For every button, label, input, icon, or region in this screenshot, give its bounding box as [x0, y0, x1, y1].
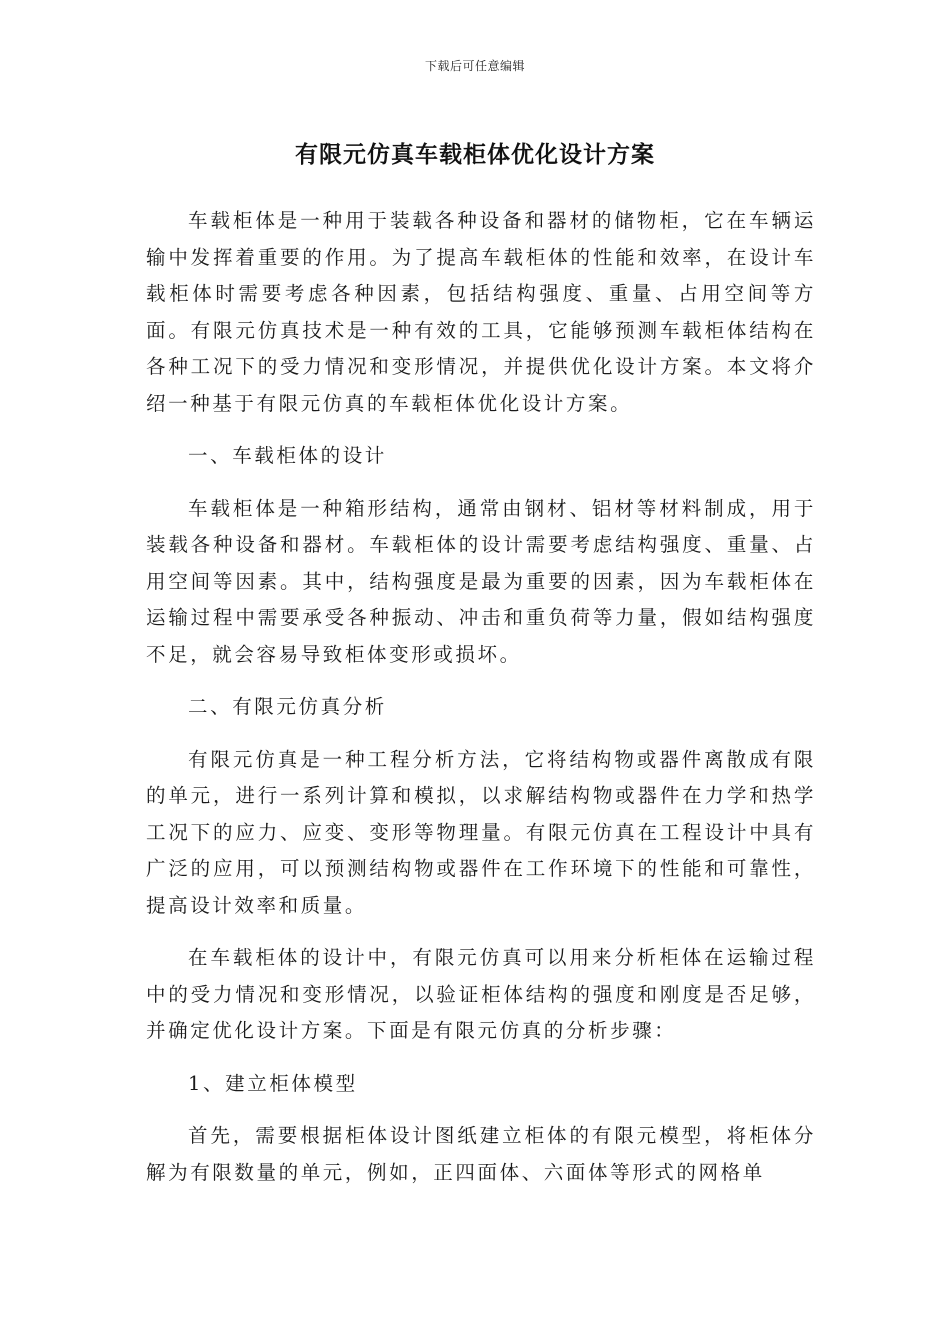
- paragraph-design: 车载柜体是一种箱形结构，通常由钢材、铝材等材料制成，用于装载各种设备和器材。车载柜体的设计需要考虑结构强度、重量、占用空间等因素。其中，结构强度是最为重要的因素，因为车载柜体在运输过程中需要承受各种振动、冲击和重负荷等力量，假如结构强度不足，就会容易导致柜体变形或损坏。: [146, 496, 816, 666]
- header-note: 下载后可任意编辑: [424, 59, 525, 73]
- paragraph-fea-intro: 有限元仿真是一种工程分析方法，它将结构物或器件离散成有限的单元，进行一系列计算和模拟，以求解结构物或器件在力学和热学工况下的应力、应变、变形等物理量。有限元仿真在工程设计中具有广泛的应用，可以预测结构物或器件在工作环境下的性能和可靠性，提高设计效率和质量。: [146, 747, 816, 917]
- page-title: 有限元仿真车载柜体优化设计方案: [295, 142, 655, 168]
- section-heading-1: 一、车载柜体的设计: [188, 444, 387, 467]
- document-body: [146, 203, 816, 1191]
- paragraph-intro: 车载柜体是一种用于装载各种设备和器材的储物柜，它在车辆运输中发挥着重要的作用。为了提高车载柜体的性能和效率，在设计车载柜体时需要考虑各种因素，包括结构强度、重量、占用空间等方面。有限元仿真技术是一种有效的工具，它能够预测车载柜体结构在各种工况下的受力情况和变形情况，并提供优化设计方案。本文将介绍一种基于有限元仿真的车载柜体优化设计方案。: [146, 209, 816, 415]
- section-heading-2: 二、有限元仿真分析: [188, 695, 387, 718]
- paragraph-model: 首先，需要根据柜体设计图纸建立柜体的有限元模型，将柜体分解为有限数量的单元，例如，正四面体、六面体等形式的网格单: [146, 1124, 816, 1184]
- paragraph-fea-application: 在车载柜体的设计中，有限元仿真可以用来分析柜体在运输过程中的受力情况和变形情况，以验证柜体结构的强度和刚度是否足够，并确定优化设计方案。下面是有限元仿真的分析步骤：: [146, 946, 816, 1042]
- subsection-heading-1: 1、建立柜体模型: [188, 1071, 358, 1095]
